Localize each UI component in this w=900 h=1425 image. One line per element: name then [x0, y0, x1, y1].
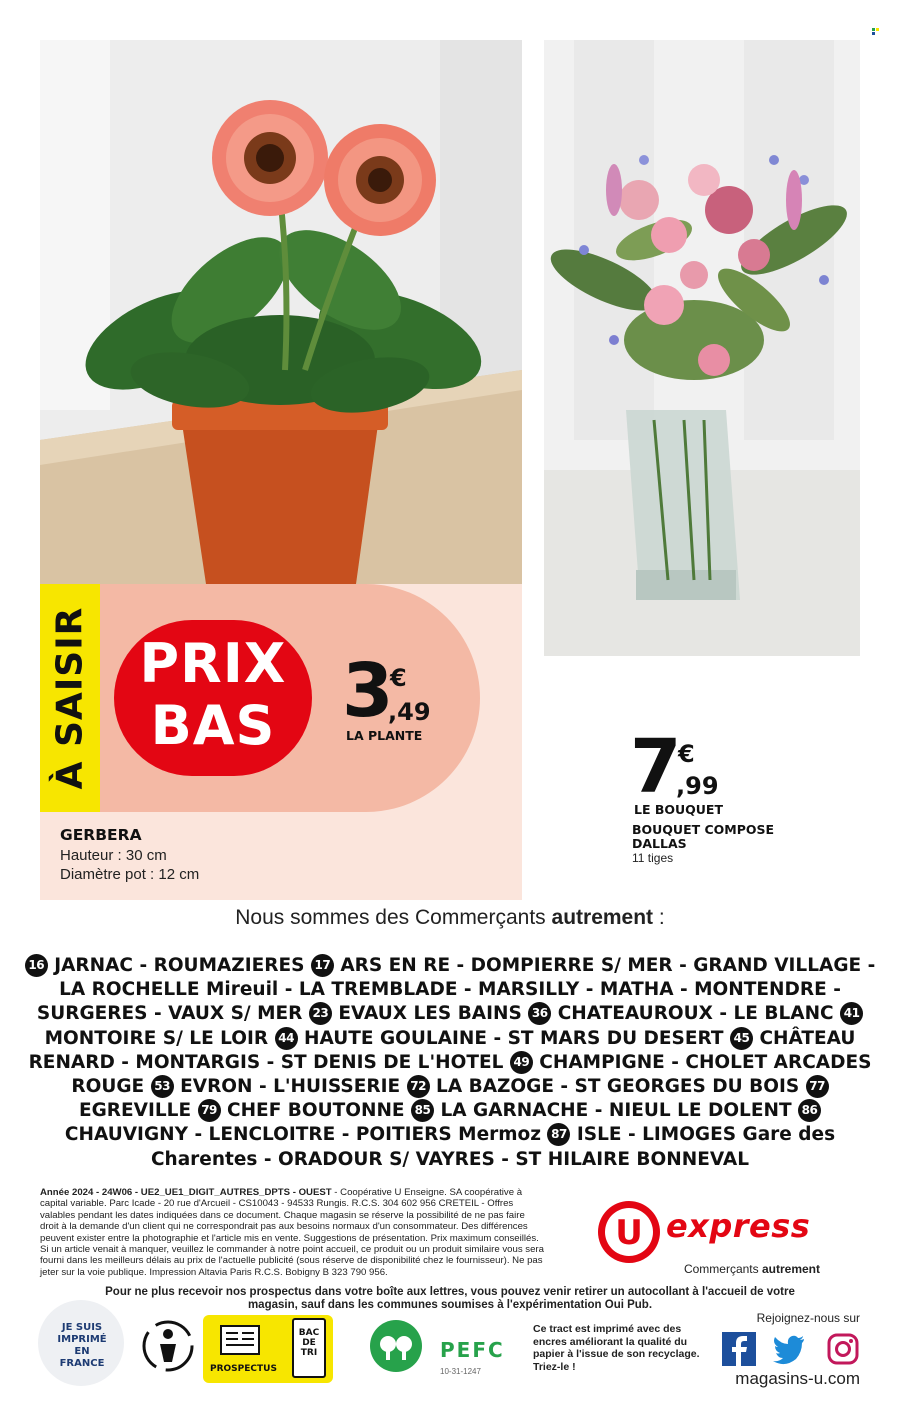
gerbera-name: GERBERA [60, 826, 142, 844]
gerbera-height: Hauteur : 30 cm [60, 847, 167, 864]
gerbera-price-unit: LA PLANTE [346, 728, 423, 743]
legal-reference: Année 2024 - 24W06 - UE2_UE1_DIGIT_AUTRES_DPTS - OUEST [40, 1187, 332, 1198]
bouquet-photo [544, 40, 860, 656]
store-group: JARNAC - ROUMAZIERES [54, 955, 305, 976]
gerbera-price-currency: € [390, 664, 407, 692]
department-number: 16 [25, 954, 48, 977]
legal-notice [40, 1187, 545, 1278]
store-group: EVAUX LES BAINS [338, 1003, 522, 1025]
prospectus-label: PROSPECTUS [210, 1364, 277, 1374]
department-number: 17 [311, 954, 334, 977]
u-logo-letter: U [605, 1208, 653, 1256]
store-group: CHAMPIGNE - CHOLET ARCADES ROUGE [71, 1051, 872, 1098]
bouquet-price-decimals: ,99 [676, 772, 719, 800]
department-number: 23 [309, 1002, 332, 1025]
department-number: 86 [798, 1099, 821, 1122]
department-number: 44 [275, 1027, 298, 1050]
gerbera-price-integer: 3 [342, 648, 394, 734]
brand-tagline-emphasis: autrement [761, 1262, 820, 1276]
bouquet-name-line2: DALLAS [632, 836, 687, 851]
gerbera-photo [40, 40, 522, 584]
store-list [20, 954, 880, 1172]
gerbera-pot-diameter: Diamètre pot : 12 cm [60, 866, 200, 883]
slogan-text: Nous sommes des Commerçants [235, 906, 546, 929]
bac-line: TRI [300, 1348, 318, 1358]
slogan-end: : [653, 906, 665, 929]
imprime-en-france-badge [38, 1300, 124, 1386]
department-number: 77 [806, 1075, 829, 1098]
prix-bas-line1: PRIX [139, 632, 287, 695]
store-group: CHATEAUROUX - LE BLANC [557, 1003, 834, 1025]
bac-de-tri-label [292, 1328, 326, 1358]
pefc-label: PEFC [440, 1338, 505, 1362]
u-express-logo [598, 1201, 848, 1263]
bouquet-stem-count: 11 tiges [632, 851, 674, 865]
bac-line: DE [302, 1338, 316, 1348]
store-group: CHEF BOUTONNE [227, 1100, 405, 1122]
department-number: 49 [510, 1051, 533, 1074]
slogan-emphasis: autrement [551, 906, 654, 929]
bouquet-price-currency: € [678, 740, 695, 768]
department-number: 41 [840, 1002, 863, 1025]
department-number: 53 [151, 1075, 174, 1098]
badge-line: FRANCE [59, 1358, 105, 1369]
badge-line: JE SUIS [61, 1322, 103, 1333]
twitter-icon[interactable] [772, 1332, 806, 1366]
badge-line: IMPRIMÉ [57, 1334, 107, 1345]
store-group: CHAUVIGNY - LENCLOITRE - POITIERS Mermoz [64, 1124, 542, 1146]
u-logo-circle [598, 1201, 660, 1263]
bouquet-name-line1: BOUQUET COMPOSE [632, 822, 775, 837]
department-number: 36 [528, 1002, 551, 1025]
website-link[interactable]: magasins-u.com [735, 1369, 860, 1388]
prospectus-icon [220, 1325, 260, 1355]
instagram-icon[interactable] [826, 1332, 860, 1366]
bouquet-price-integer: 7 [630, 724, 682, 810]
slogan [0, 906, 900, 930]
recycling-note: Ce tract est imprimé avec des encres améliorant la qualité du papier à l'issue de son recyclage. Triez-le ! [533, 1323, 700, 1373]
bouquet-price-unit: LE BOUQUET [634, 802, 724, 817]
store-group: LA BAZOGE - ST GEORGES DU BOIS [436, 1076, 800, 1098]
imprime-en-france-text [42, 1322, 122, 1370]
store-group: MONTOIRE S/ LE LOIR [44, 1027, 269, 1049]
department-number: 85 [411, 1099, 434, 1122]
store-group: ISLE - LIMOGES Gare des Charentes - ORADOUR S/ VAYRES - ST HILAIRE BONNEVAL [150, 1124, 836, 1170]
u-logo-wordmark: express [666, 1207, 811, 1245]
department-number: 79 [198, 1099, 221, 1122]
store-group: EGREVILLE [78, 1100, 192, 1122]
a-saisir-label: À SAISIR [49, 606, 91, 790]
triman-icon [140, 1318, 196, 1374]
department-number: 45 [730, 1027, 753, 1050]
prix-bas-badge [114, 620, 312, 776]
store-group: ARS EN RE - DOMPIERRE S/ MER - GRAND VILLAGE - LA ROCHELLE Mireuil - LA TREMBLADE - MARSILLY - MATHA - MONTENDRE - SURGERES - VAUX S/ MER [36, 955, 876, 1025]
store-group: CHÂTEAU RENARD - MONTARGIS - ST DENIS DE L'HOTEL [28, 1027, 856, 1073]
bac-line: BAC [298, 1328, 320, 1338]
oui-pub-notice: Pour ne plus recevoir nos prospectus dans votre boîte aux lettres, vous pouvez venir retirer un autocollant à l'accueil de votre magasin, sauf dans les communes soumises à l'expérimentation Oui Pub. [105, 1286, 795, 1311]
brand-tagline-start: Commerçants [683, 1262, 762, 1276]
facebook-icon[interactable] [722, 1332, 756, 1366]
department-number: 72 [407, 1075, 430, 1098]
store-group: LA GARNACHE - NIEUL LE DOLENT [440, 1100, 792, 1122]
gerbera-price-decimals: ,49 [388, 698, 431, 726]
print-corner-mark [872, 28, 880, 36]
pefc-icon [360, 1318, 432, 1374]
social-title: Rejoignez-nous sur [756, 1311, 860, 1325]
store-group: HAUTE GOULAINE - ST MARS DU DESERT [304, 1027, 724, 1049]
badge-line: EN [74, 1346, 90, 1357]
department-number: 87 [547, 1123, 570, 1146]
prix-bas-line2: BAS [150, 694, 276, 757]
pefc-code: 10-31-1247 [440, 1367, 481, 1376]
legal-text: - Coopérative U Enseigne. SA coopérative à capital variable. Parc Icade - 20 rue d'Arcueil - CS10043 - 94533 Rungis. R.C.S. 304 602 956 CRETEIL - Offres valables pendant les dates indiquées dans ce document. Chaque magasin se réserve la possibilité de ne pas faire droit à la demande d'un client qui ne correspondrait pas aux besoins normaux d'un consommateur. Des différences peuvent exister entre la photographie et l'article mis en vente. Suggestions de présentation. Prix maximum conseillés. Si un article venait à manquer, veuillez le commander à notre point accueil, ce produit ou un produit similaire vous sera fourni dans les meilleurs délais au prix de l'actuelle publicité (sous réserve de disponibilité chez le fournisseur). Ne pas jeter sur la voie publique. Impression Altavia Paris R.C.S. Bobigny B 323 790 956. [40, 1187, 544, 1278]
store-group: EVRON - L'HUISSERIE [180, 1076, 401, 1098]
brand-tagline [600, 1262, 820, 1276]
